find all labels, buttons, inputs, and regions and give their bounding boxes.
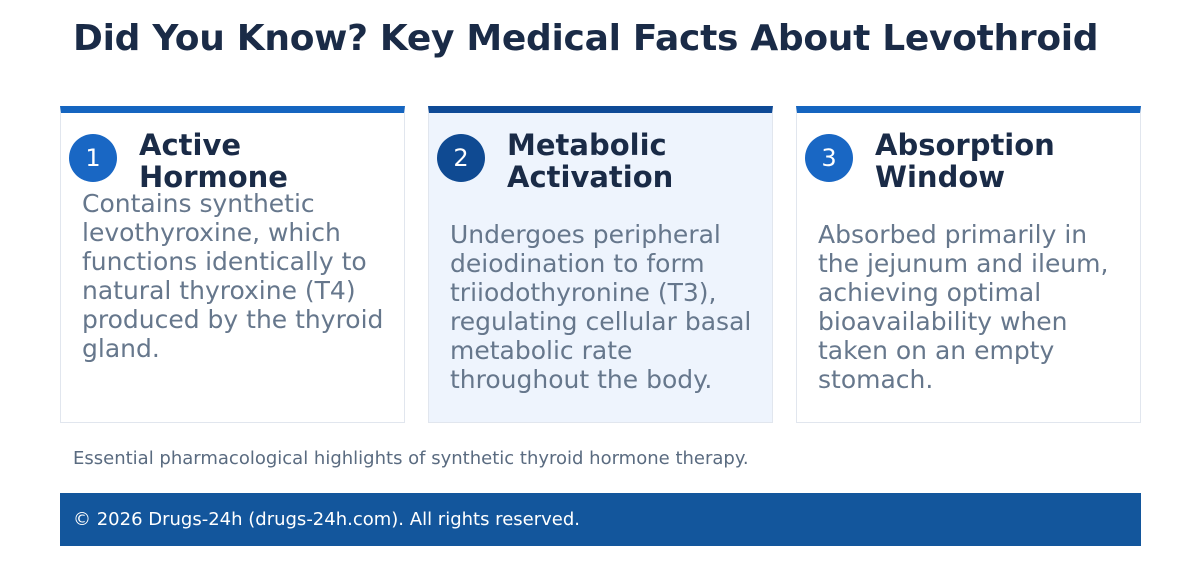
fact-cards xyxy=(60,106,1141,423)
card-body: Absorbed primarily in the jejunum and ileum, achieving optimal bioavailability when taken on an empty stomach. xyxy=(818,220,1109,394)
fact-card-active-hormone xyxy=(60,106,405,423)
number-badge: 2 xyxy=(437,134,485,182)
number-badge: 3 xyxy=(805,134,853,182)
card-body: Contains synthetic levothyroxine, which functions identically to natural thyroxine (T4) produced by the thyroid gland. xyxy=(82,189,384,363)
copyright-text: © 2026 Drugs-24h (drugs-24h.com). All rights reserved. xyxy=(73,509,580,530)
fact-card-metabolic-activation xyxy=(428,106,773,423)
page-title: Did You Know? Key Medical Facts About Levothroid xyxy=(73,18,1099,59)
caption: Essential pharmacological highlights of synthetic thyroid hormone therapy. xyxy=(73,448,749,469)
card-body: Undergoes peripheral deiodination to form triiodothyronine (T3), regulating cellular basal metabolic rate throughout the body. xyxy=(450,220,752,394)
number-badge: 1 xyxy=(69,134,117,182)
footer xyxy=(60,493,1141,546)
card-title: Absorption Window xyxy=(875,128,1055,194)
card-title: Active Hormone xyxy=(139,128,288,194)
fact-card-absorption-window xyxy=(796,106,1141,423)
card-title: Metabolic Activation xyxy=(507,128,674,194)
